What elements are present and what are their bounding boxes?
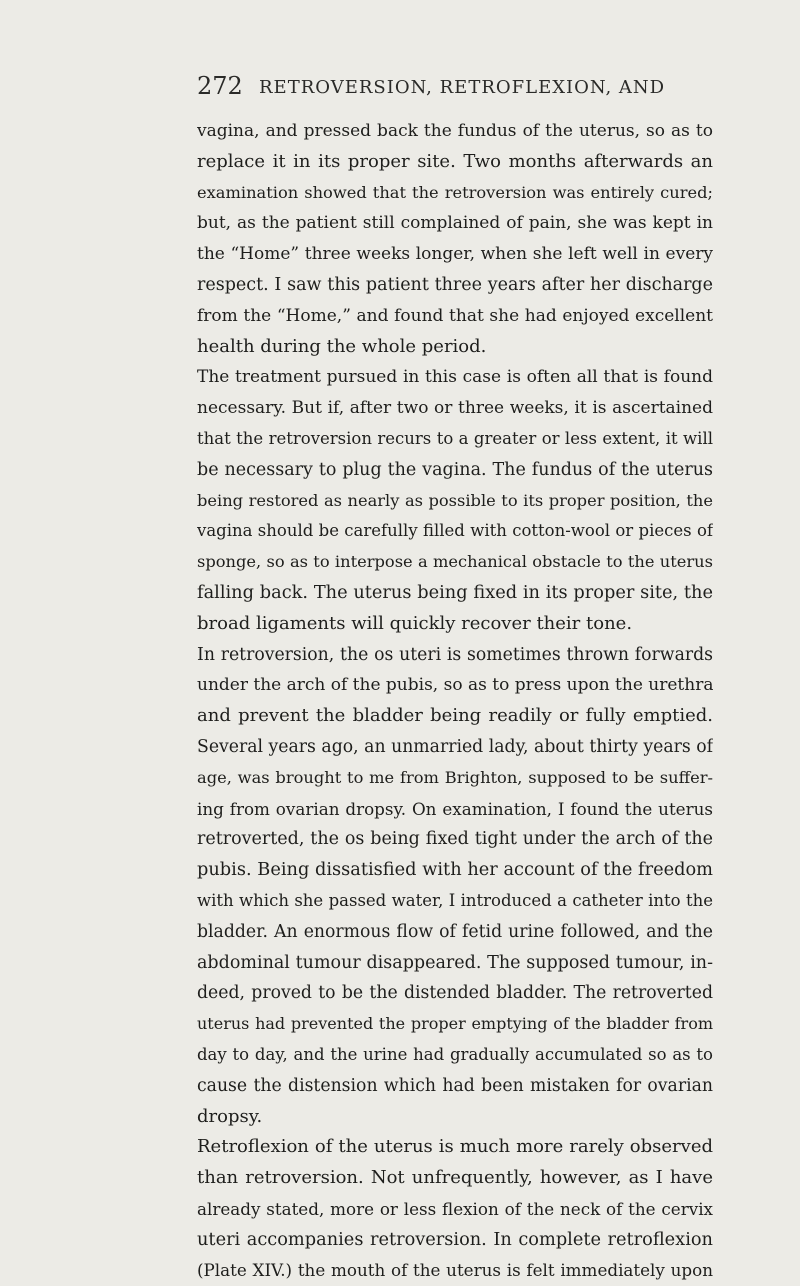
body-text [197, 116, 713, 1286]
text-line: day to day, and the urine had gradually accumulated so as to [197, 1044, 713, 1064]
text-line: Retroflexion of the uterus is much more rarely observed [197, 1136, 713, 1158]
page-header [197, 72, 717, 104]
text-line: be necessary to plug the vagina. The fundus of the uterus [197, 459, 713, 480]
text-line: with which she passed water, I introduced a catheter into the [197, 890, 713, 910]
text-line: abdominal tumour disappeared. The supposed tumour, in- [197, 952, 713, 973]
text-line: from the “Home,” and found that she had enjoyed excellent [197, 305, 713, 326]
text-line: sponge, so as to interpose a mechanical obstacle to the uterus [197, 552, 713, 572]
text-line: than retroversion. Not unfrequently, however, as I have [197, 1167, 713, 1189]
text-line: In retroversion, the os uteri is sometimes thrown forwards [197, 644, 713, 665]
text-line: (Plate XIV.) the mouth of the uterus is felt immediately upon [197, 1260, 713, 1281]
text-line: uteri accompanies retroversion. In complete retroflexion [197, 1229, 713, 1250]
text-line: ing from ovarian dropsy. On examination, I found the uterus [197, 798, 713, 819]
text-line: uterus had prevented the proper emptying of the bladder from [197, 1014, 713, 1034]
text-line: health during the whole period. [197, 335, 487, 357]
text-line: being restored as nearly as possible to its proper position, the [197, 490, 713, 510]
page-number: 272 [197, 72, 243, 100]
text-line: that the retroversion recurs to a greater or less extent, it will [197, 428, 713, 448]
text-line: age, was brought to me from Brighton, supposed to be suffer- [197, 767, 713, 787]
text-line: deed, proved to be the distended bladder. The retroverted [197, 983, 713, 1004]
text-line: necessary. But if, after two or three weeks, it is ascertained [197, 398, 713, 419]
text-line: The treatment pursued in this case is often all that is found [197, 367, 713, 388]
text-line: cause the distension which had been mistaken for ovarian [197, 1075, 713, 1096]
text-line: but, as the patient still complained of pain, she was kept in [197, 213, 713, 234]
text-line: bladder. An enormous flow of fetid urine followed, and the [197, 921, 713, 942]
text-line: the “Home” three weeks longer, when she left well in every [197, 244, 713, 265]
text-line: vagina, and pressed back the fundus of the uterus, so as to [197, 121, 713, 141]
text-line: Several years ago, an unmarried lady, about thirty years of [197, 736, 713, 757]
text-line: replace it in its proper site. Two months afterwards an [197, 150, 713, 172]
running-head: RETROVERSION, RETROFLEXION, AND [259, 77, 666, 98]
text-line: already stated, more or less flexion of the neck of the cervix [197, 1198, 713, 1219]
text-line: falling back. The uterus being fixed in its proper site, the [197, 582, 713, 603]
text-line: pubis. Being dissatisfied with her account of the freedom [197, 860, 713, 881]
text-line: and prevent the bladder being readily or fully emptied. [197, 705, 713, 727]
text-line: under the arch of the pubis, so as to press upon the urethra [197, 675, 713, 696]
text-line: examination showed that the retroversion was entirely cured; [197, 182, 713, 202]
text-line: broad ligaments will quickly recover their tone. [197, 612, 633, 634]
text-line: vagina should be carefully filled with cotton-wool or pieces of [197, 521, 713, 541]
text-line: retroverted, the os being fixed tight under the arch of the [197, 829, 713, 850]
text-line: dropsy. [197, 1105, 263, 1127]
text-line: respect. I saw this patient three years after her discharge [197, 274, 713, 295]
